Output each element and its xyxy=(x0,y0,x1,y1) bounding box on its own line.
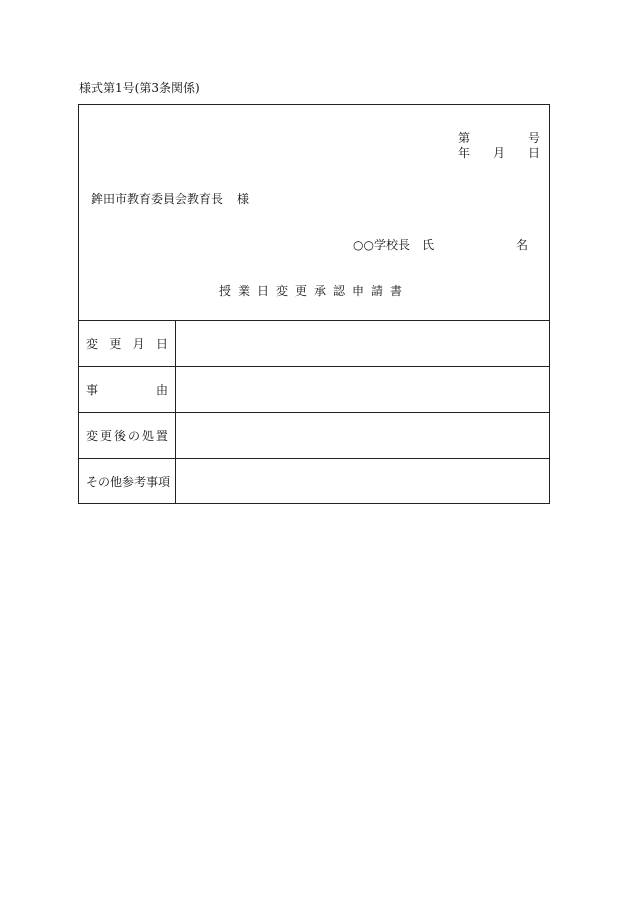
form-number-label: 様式第1号(第3条関係) xyxy=(79,81,200,95)
form-fields xyxy=(79,320,549,504)
addressee xyxy=(91,190,249,207)
label-char: の xyxy=(127,429,140,443)
label-char: 考 xyxy=(134,475,147,489)
label-char: 項 xyxy=(158,475,171,489)
reason-field[interactable] xyxy=(176,367,549,412)
label-char: 置 xyxy=(155,429,168,443)
post-change-measures-field[interactable] xyxy=(176,413,549,458)
number-suffix: 号 xyxy=(527,131,540,145)
row-other-notes xyxy=(79,458,549,504)
form-header xyxy=(79,105,549,320)
label-char: 更 xyxy=(99,429,112,443)
other-notes-field[interactable] xyxy=(176,459,549,504)
row-label xyxy=(79,321,176,366)
date-day: 日 xyxy=(527,146,540,160)
label-char: 由 xyxy=(155,383,168,397)
label-char: 事 xyxy=(146,475,159,489)
row-change-date xyxy=(79,320,549,366)
label-char: 処 xyxy=(141,429,154,443)
label-char: 他 xyxy=(110,475,123,489)
label-char: そ xyxy=(86,475,99,489)
row-label xyxy=(79,367,176,412)
change-date-field[interactable] xyxy=(176,321,549,366)
label-char: 月 xyxy=(132,337,145,351)
applicant-name-suffix: 名 xyxy=(515,238,528,252)
number-prefix: 第 xyxy=(458,131,471,145)
label-char: 参 xyxy=(122,475,135,489)
label-change-date xyxy=(86,335,168,352)
label-char: 日 xyxy=(155,337,168,351)
row-reason xyxy=(79,366,549,412)
application-form xyxy=(78,104,550,504)
label-char: 変 xyxy=(86,429,99,443)
document-date xyxy=(458,144,540,161)
label-char: 変 xyxy=(86,337,99,351)
applicant xyxy=(353,236,528,253)
applicant-title: ○○学校長 氏 xyxy=(353,238,434,252)
addressee-honorific: 様 xyxy=(237,192,250,206)
label-post-change-measures xyxy=(86,427,168,444)
label-char: 後 xyxy=(113,429,126,443)
label-char: の xyxy=(98,475,111,489)
label-reason xyxy=(86,381,168,398)
label-other-notes xyxy=(86,473,171,490)
document-title: 授業日変更承認申請書 xyxy=(218,284,409,298)
addressee-name: 鉾田市教育委員会教育長 xyxy=(91,192,224,206)
label-char: 事 xyxy=(86,383,99,397)
row-label xyxy=(79,413,176,458)
label-char: 更 xyxy=(109,337,122,351)
date-month: 月 xyxy=(492,146,505,160)
row-label xyxy=(79,459,176,504)
date-year: 年 xyxy=(458,146,471,160)
row-post-change-measures xyxy=(79,412,549,458)
